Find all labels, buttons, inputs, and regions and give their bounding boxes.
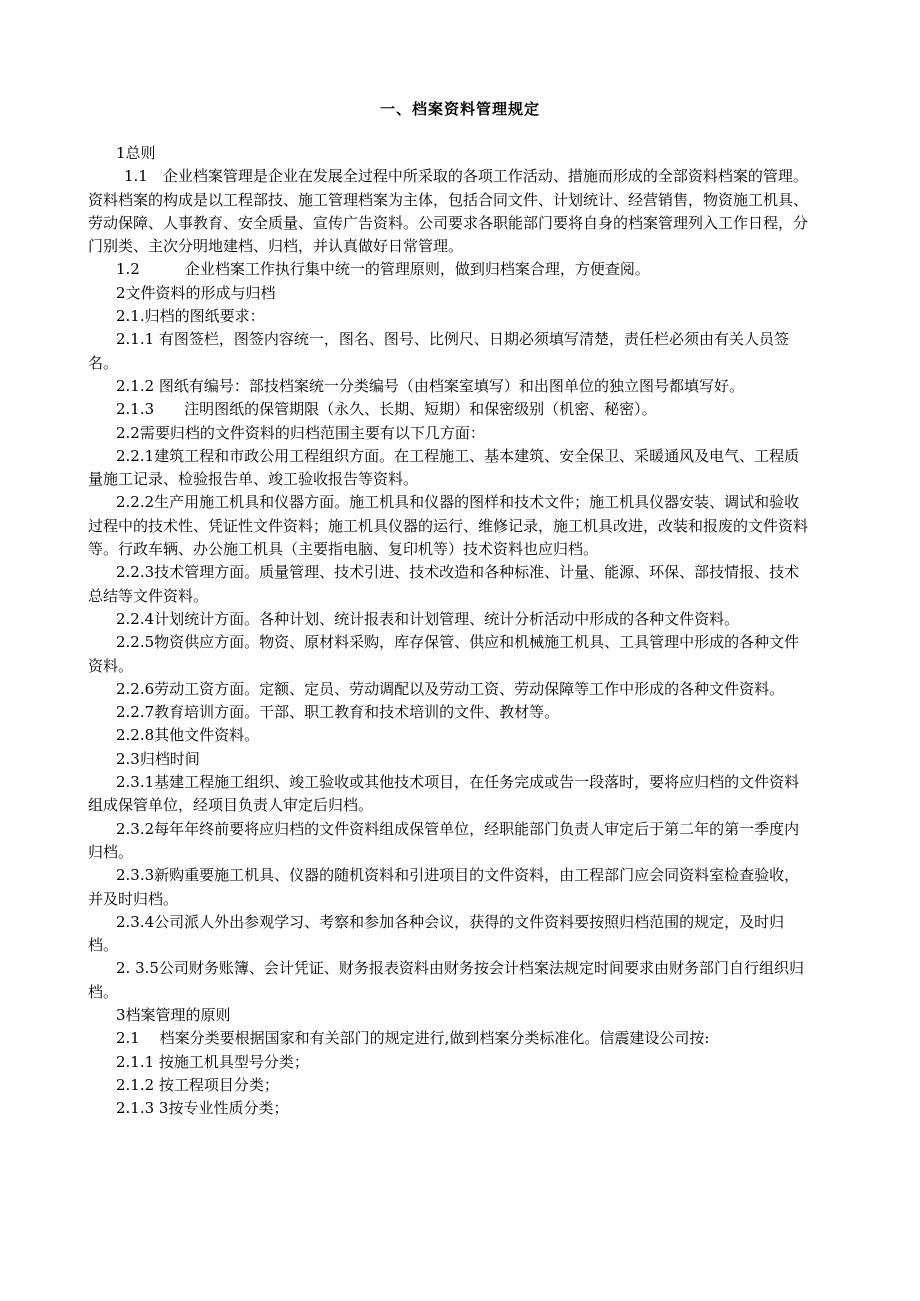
paragraph: 2.3.4公司派人外出参观学习、考察和参加各种会议，获得的文件资料要按照归档范围的规定，及时归档。 bbox=[88, 912, 785, 955]
paragraph: 2.2.6劳动工资方面。定额、定员、劳动调配以及劳动工资、劳动保障等工作中形成的各种文件资料。 bbox=[116, 679, 785, 698]
paragraph: 2.2.3技术管理方面。质量管理、技术引进、技术改造和各种标准、计量、能源、环保、部技情报、技术总结等文件资料。 bbox=[88, 563, 800, 605]
document-body bbox=[88, 142, 809, 1120]
paragraph: 2.1.2 按工程项目分类； bbox=[116, 1075, 279, 1094]
paragraph: 2.1.3 注明图纸的保管期限（永久、长期、短期）和保密级别（机密、秘密）。 bbox=[116, 400, 657, 419]
paragraph: 2.2.7教育培训方面。干部、职工教育和技术培训的文件、教材等。 bbox=[116, 703, 560, 722]
document-title: 一、档案资料管理规定 bbox=[379, 100, 540, 118]
paragraph: 2.1 档案分类要根据国家和有关部门的规定进行,做到档案分类标准化。信震建设公司按: bbox=[116, 1029, 710, 1048]
paragraph: 2.2.1建筑工程和市政公用工程组织方面。在工程施工、基本建筑、安全保卫、采暖通风及电气、工程质量施工记录、检验报告单、竣工验收报告等资料。 bbox=[88, 446, 800, 489]
paragraph: 2.2.8其他文件资料。 bbox=[116, 726, 260, 745]
paragraph: 2.2.5物资供应方面。物资、原材料采购，库存保管、供应和机械施工机具、工具管理中形成的各种文件资料。 bbox=[88, 633, 800, 675]
section-heading: 2文件资料的形成与归档 bbox=[116, 283, 276, 302]
paragraph: 2.3.3新购重要施工机具、仪器的随机资料和引进项目的文件资料，由工程部门应会同资料室检查验收，并及时归档。 bbox=[88, 866, 800, 908]
paragraph: 2.1.归档的图纸要求： bbox=[116, 307, 265, 326]
paragraph: 1.2 企业档案工作执行集中统一的管理原则，做到归档案合理，方便查阅。 bbox=[116, 260, 650, 279]
paragraph: 1.1 企业档案管理是企业在发展全过程中所采取的各项工作活动、措施而形成的全部资料档案的管理。资料档案的构成是以工程部技、施工管理档案为主体，包括合同文件、计划统计、经营销售，物资施工机具、劳动保障、人事教育、安全质量、宣传广告资料。公司要求各职能部门要将自身的档案管理列入工作日程，分门别类、主次分明地建档、归档，并认真做好日常管理。 bbox=[88, 167, 809, 256]
paragraph: 2.1.2 图纸有编号：部技档案统一分类编号（由档案室填写）和出图单位的独立图号都填写好。 bbox=[116, 376, 744, 395]
paragraph: 2.2.2生产用施工机具和仪器方面。施工机具和仪器的图样和技术文件；施工机具仪器安装、调试和验收过程中的技术性、凭证性文件资料；施工机具仪器的运行、维修记录，施工机具改进，改装和报废的文件资料等。行政车辆、办公施工机具（主要指电脑、复印机等）技术资料也应归档。 bbox=[88, 493, 809, 559]
paragraph: 2.1.3 3按专业性质分类； bbox=[116, 1099, 289, 1118]
paragraph: 2.1.1 有图签栏，图签内容统一，图名、图号、比例尺、日期必须填写清楚，责任栏必须由有关人员签名。 bbox=[88, 330, 789, 372]
paragraph: 2.2需要归档的文件资料的归档范围主要有以下几方面： bbox=[116, 423, 485, 442]
paragraph: 2.3.2每年年终前要将应归档的文件资料组成保管单位，经职能部门负责人审定后于第二年的第一季度内归档。 bbox=[88, 819, 800, 861]
section-heading: 1总则 bbox=[116, 144, 156, 162]
paragraph: 2.2.4计划统计方面。各种计划、统计报表和计划管理、统计分析活动中形成的各种文件资料。 bbox=[116, 609, 740, 628]
section-heading: 2.3归档时间 bbox=[116, 749, 200, 768]
paragraph: 2.3.1基建工程施工组织、竣工验收或其他技术项目，在任务完成或告一段落时，要将应归档的文件资料组成保管单位，经项目负责人审定后归档。 bbox=[88, 773, 800, 815]
paragraph: 2. 3.5公司财务账簿、会计凭证、财务报表资料由财务按会计档案法规定时间要求由财务部门自行组织归档。 bbox=[88, 959, 804, 1001]
section-heading: 3档案管理的原则 bbox=[116, 1005, 231, 1024]
paragraph: 2.1.1 按施工机具型号分类； bbox=[116, 1052, 309, 1071]
